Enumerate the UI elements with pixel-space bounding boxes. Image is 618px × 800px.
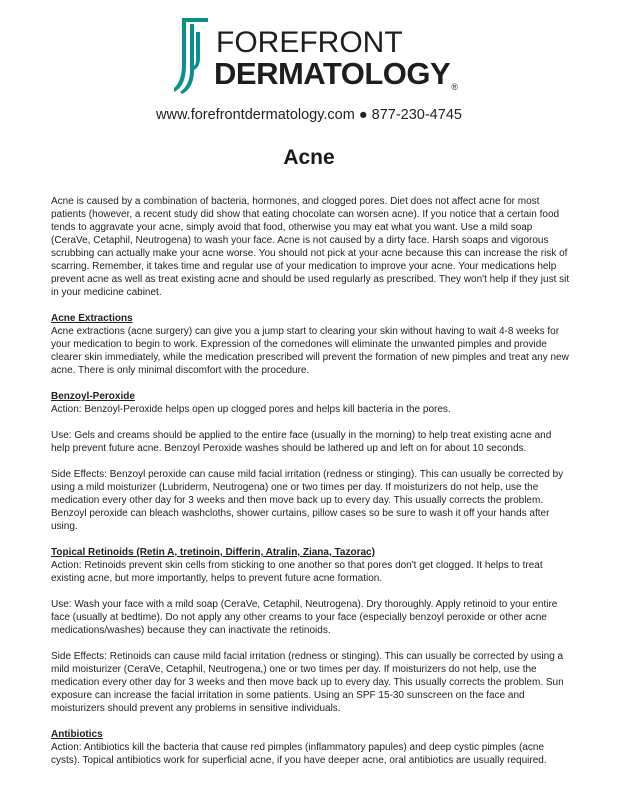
benzoyl-use-paragraph: Use: Gels and creams should be applied to the entire face (usually in the morning) to help treat existing acne and help prevent future acne. Benzoyl Peroxide washes should be lathered up and left on for about 10 seconds. <box>51 430 552 454</box>
section-heading-antibiotics: Antibiotics <box>51 729 103 740</box>
acne-extractions-paragraph: Acne extractions (acne surgery) can give you a jump start to clearing your skin without having to wait 4-8 weeks for your medication to begin to work. Expression of the comedones will eliminate the unwanted pimples and provide clearer skin immediately, while the medication prescribed will prevent the formation of new pimples and treat any new acne. There is only minimal discomfort with the procedure. <box>51 326 569 376</box>
logo-wordmark-dermatology <box>214 58 457 90</box>
document-body <box>51 195 571 780</box>
registered-mark: ® <box>451 82 458 92</box>
retinoids-use-paragraph: Use: Wash your face with a mild soap (CeraVe, Cetaphil, Neutrogena). Dry thoroughly. Apply retinoid to your entire face (usually at bedtime). Do not apply any other creams to your face (especially benzoyl peroxide or other acne medications/washes) because they can inactivate the retinoids. <box>51 599 558 636</box>
section-heading-benzoyl-peroxide: Benzoyl-Peroxide <box>51 391 135 402</box>
benzoyl-side-effects-paragraph: Side Effects: Benzoyl peroxide can cause mild facial irritation (redness or stinging). This can usually be corrected by using a mild moisturizer (Lubriderm, Neutrogena) one or two times per day. If moisturizers do not help, use the medication every other day for 3 weeks and then move back up to every day. This usually corrects the problem. Benzoyl peroxide can bleach washcloths, shower curtains, pillow cases so be sure to wash it off your hands after using. <box>51 469 564 532</box>
contact-line: www.forefrontdermatology.com ● 877-230-4745 <box>156 107 462 123</box>
section-heading-acne-extractions: Acne Extractions <box>51 313 133 324</box>
section-heading-topical-retinoids: Topical Retinoids (Retin A, tretinoin, Differin, Atralin, Ziana, Tazorac) <box>51 547 375 558</box>
antibiotics-action-paragraph: Action: Antibiotics kill the bacteria that cause red pimples (inflammatory papules) and deep cystic pimples (acne cysts). Topical antibiotics work for superficial acne, if you have deeper acne, oral antibiotics are usually required. <box>51 742 547 766</box>
intro-paragraph: Acne is caused by a combination of bacteria, hormones, and clogged pores. Diet does not affect acne for most patients (however, a recent study did show that eating chocolate can worsen acne). If you notice that a certain food tends to aggravate your acne, simply avoid that food, otherwise you may eat what you want. Use a mild soap (CeraVe, Cetaphil, Neutrogena) to wash your face. Acne is not caused by a dirty face. Harsh soaps and vigorous scrubbing can actually make your acne worse. You should not pick at your acne because this can increase the risk of scarring. Remember, it takes time and regular use of your medication to improve your acne. Your medications help prevent acne as well as treat existing acne and should be used regularly as prescribed. They won't help if they just sit in your medicine cabinet. <box>51 196 570 298</box>
benzoyl-action-paragraph: Action: Benzoyl-Peroxide helps open up clogged pores and helps kill bacteria in the pores. <box>51 404 451 415</box>
retinoids-side-effects-paragraph: Side Effects: Retinoids can cause mild facial irritation (redness or stinging). This can usually be corrected by using a mild moisturizer (CeraVe, Cetaphil, Neutrogena,) one or two times per day. If moisturizers do not help, use the medication every other day for 3 weeks and then move back up to every day. This usually corrects the problem. Sun exposure can increase the facial irritation in some patients. Using an SPF 15-30 sunscreen on the face and moisturizers should prevent any problems in sensitive individuals. <box>51 651 564 714</box>
logo-wordmark-dermatology-text: DERMATOLOGY <box>214 56 451 91</box>
page-title: Acne <box>283 146 335 169</box>
retinoids-action-paragraph: Action: Retinoids prevent skin cells from sticking to one another so that pores don't get clogged. It helps to treat existing acne, but more importantly, helps to prevent future acne formation. <box>51 560 543 584</box>
logo-wordmark-forefront: FOREFRONT <box>216 26 403 59</box>
logo-mark-icon <box>172 14 212 94</box>
forefront-dermatology-logo <box>172 14 462 94</box>
